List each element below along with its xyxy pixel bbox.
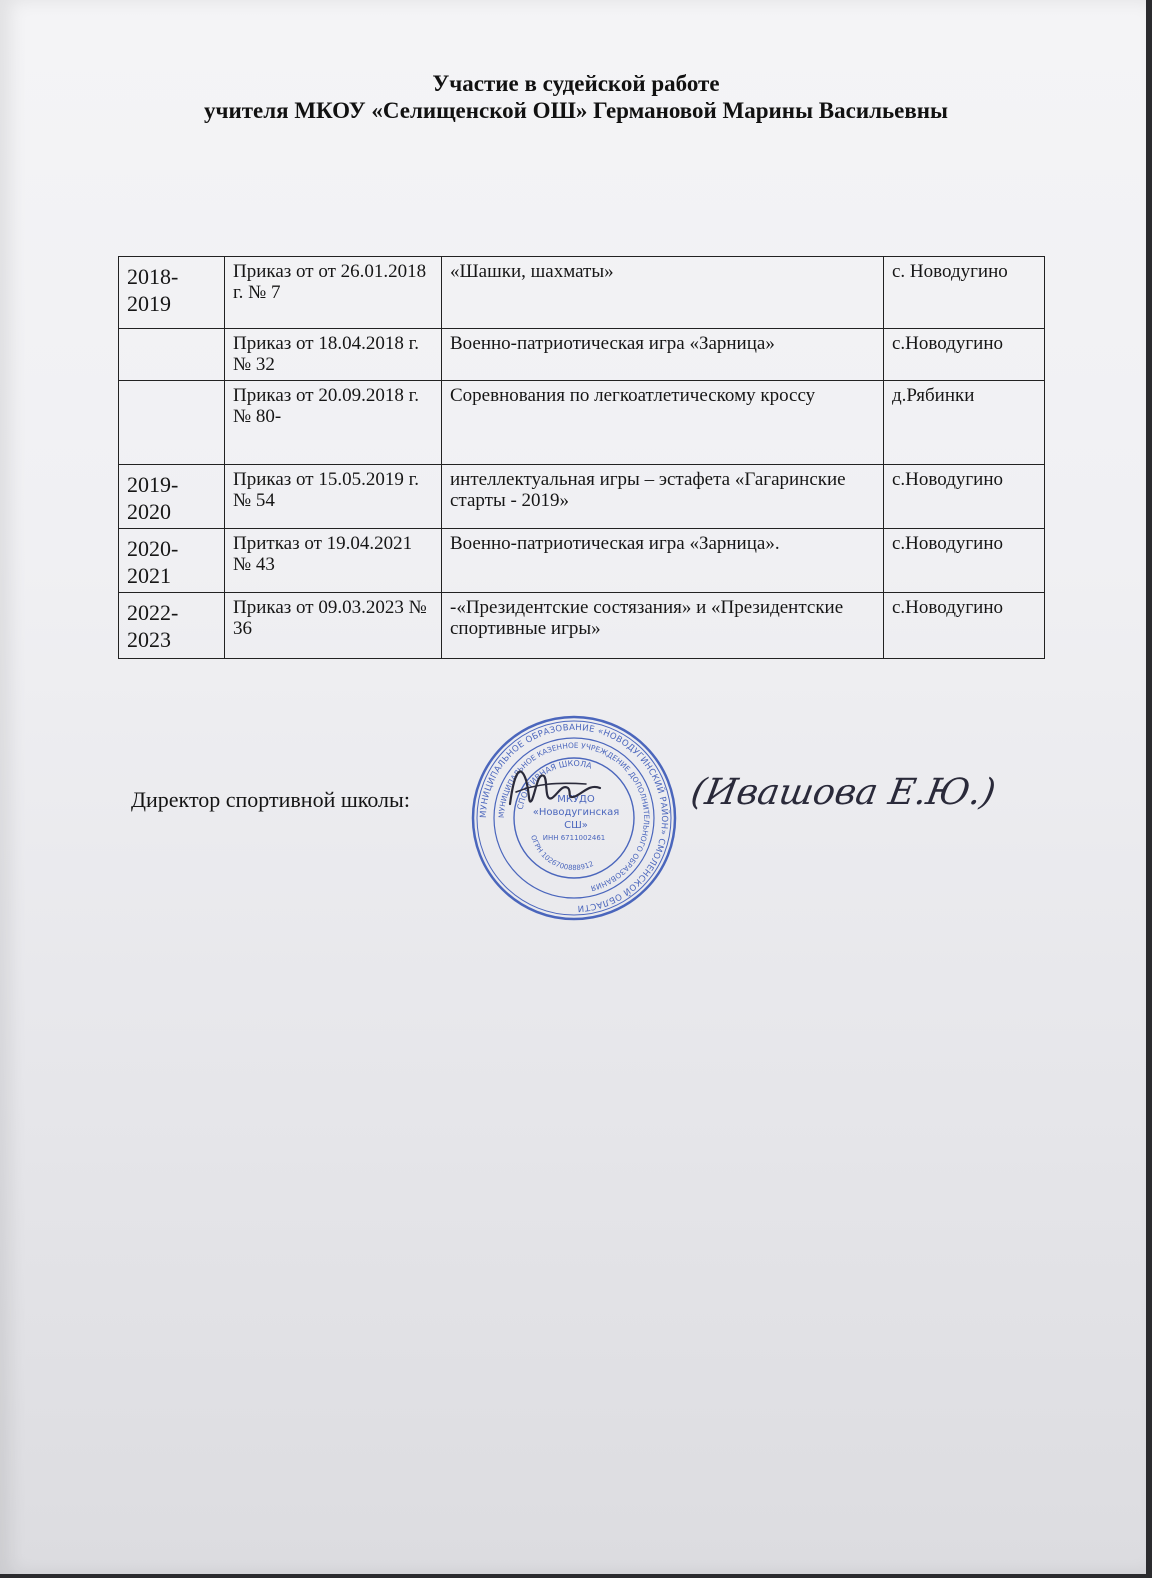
stamp-center-line-2: «Новодугинская	[532, 807, 620, 818]
title-line-1: Участие в судейской работе	[432, 71, 720, 96]
place-cell: с.Новодугино	[884, 593, 1045, 659]
stamp-inn: ИНН 6711002461	[542, 834, 606, 842]
handwritten-signature-name	[687, 756, 1000, 826]
stamp-center-line-1: МКУДО	[557, 794, 595, 805]
order-cell: Приказ от 20.09.2018 г. № 80-	[225, 381, 442, 465]
event-cell: Военно-патриотическая игра «Зарница».	[442, 529, 884, 593]
table-row	[119, 465, 1045, 529]
place-cell: д.Рябинки	[884, 381, 1045, 465]
event-cell: Соревнования по легкоатлетическому кроссу	[442, 381, 884, 465]
place-cell: с.Новодугино	[884, 529, 1045, 593]
year-cell: 2022-2023	[119, 593, 225, 659]
document-title	[0, 70, 1152, 124]
order-cell: Приказ от 15.05.2019 г. № 54	[225, 465, 442, 529]
table-row	[119, 381, 1045, 465]
year-cell: 2018-2019	[119, 257, 225, 329]
year-cell	[119, 381, 225, 465]
place-cell: с. Новодугино	[884, 257, 1045, 329]
year-cell: 2020-2021	[119, 529, 225, 593]
event-cell: «Шашки, шахматы»	[442, 257, 884, 329]
stamp-ogrn: ОГРН 1026700888912	[529, 834, 595, 873]
event-cell: Военно-патриотическая игра «Зарница»	[442, 329, 884, 381]
signature-name-text: (Ивашова Е.Ю.)	[687, 770, 1000, 813]
director-signature-scribble	[506, 754, 606, 824]
stamp-outer-text: МУНИЦИПАЛЬНОЕ ОБРАЗОВАНИЕ «НОВОДУГИНСКИЙ РАЙОН» СМОЛЕНСКОЙ ОБЛАСТИ	[478, 722, 670, 913]
stamp-ring-text: СПОРТИВНАЯ ШКОЛА	[515, 758, 593, 811]
order-cell: Приказ от от 26.01.2018 г. № 7	[225, 257, 442, 329]
order-cell: Притказ от 19.04.2021 № 43	[225, 529, 442, 593]
table-row	[119, 257, 1045, 329]
place-cell: с.Новодугино	[884, 465, 1045, 529]
stamp-center-line-3: СШ»	[564, 820, 588, 831]
event-cell: -«Президентские состязания» и «Президентские спортивные игры»	[442, 593, 884, 659]
stamp-inner-text: МУНИЦИПАЛЬНОЕ КАЗЕННОЕ УЧРЕЖДЕНИЕ ДОПОЛНИТЕЛЬНОГО ОБРАЗОВАНИЯ	[496, 740, 652, 893]
order-cell: Приказ от 18.04.2018 г. № 32	[225, 329, 442, 381]
title-line-2: учителя МКОУ «Селищенской ОШ» Германовой Марины Васильевны	[204, 98, 948, 123]
table-row	[119, 529, 1045, 593]
year-cell: 2019-2020	[119, 465, 225, 529]
judging-table	[118, 256, 1045, 659]
table-row	[119, 329, 1045, 381]
event-cell: интеллектуальная игры – эстафета «Гагаринские старты - 2019»	[442, 465, 884, 529]
order-cell: Приказ от 09.03.2023 № 36	[225, 593, 442, 659]
signatory-label: Директор спортивной школы:	[131, 787, 410, 812]
place-cell: с.Новодугино	[884, 329, 1045, 381]
table-row	[119, 593, 1045, 659]
year-cell	[119, 329, 225, 381]
